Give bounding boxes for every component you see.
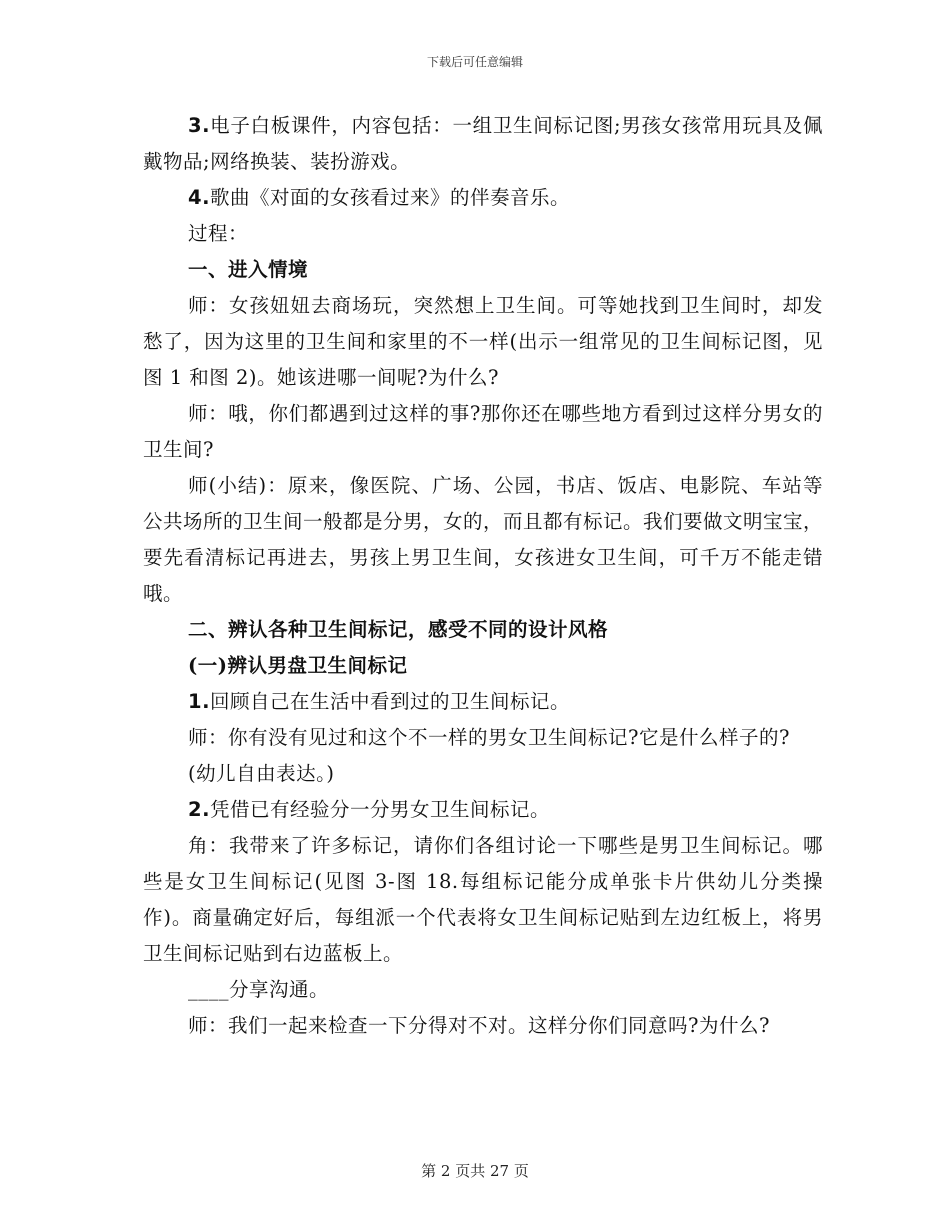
item-number: 3. [188, 114, 210, 137]
subsection-heading: (一)辨认男盘卫生间标记 [188, 654, 408, 677]
item-number: 1. [188, 690, 210, 713]
paragraph: 师(小结)：原来，像医院、广场、公园，书店、饭店、电影院、车站等公共场所的卫生间一般都是分男，女的，而且都有标记。我们要做文明宝宝，要先看清标记再进去，男孩上男卫生间，女孩进女卫生间，可千万不能走错哦。 [143, 474, 824, 605]
list-item [143, 684, 823, 720]
paragraph: 师：我们一起来检查一下分得对不对。这样分你们同意吗?为什么? [188, 1014, 770, 1037]
item-text: 电子白板课件，内容包括：一组卫生间标记图;男孩女孩常用玩具及佩戴物品;网络换装、装扮游戏。 [143, 114, 823, 173]
item-text: 回顾自己在生活中看到过的卫生间标记。 [209, 690, 570, 713]
paragraph: 师：哦，你们都遇到过这样的事?那你还在哪些地方看到过这样分男女的卫生间? [143, 402, 823, 461]
paragraph: 过程： [188, 222, 249, 245]
paragraph: (幼儿自由表达。) [188, 762, 335, 785]
page-footer: 第 2 页共 27 页 [421, 1162, 529, 1180]
item-number: 4. [188, 186, 210, 209]
paragraph: 师：你有没有见过和这个不一样的男女卫生间标记?它是什么样子的? [188, 726, 790, 749]
list-item [143, 180, 823, 216]
page-header: 下载后可任意编辑 [426, 55, 523, 69]
section-heading: 二、辨认各种卫生间标记，感受不同的设计风格 [188, 618, 609, 641]
item-number: 2. [188, 798, 210, 821]
item-text: 歌曲《对面的女孩看过来》的伴奏音乐。 [209, 186, 570, 209]
section-heading: 一、进入情境 [188, 258, 309, 281]
paragraph: ____分享沟通。 [188, 978, 330, 1001]
paragraph: 师：女孩妞妞去商场玩，突然想上卫生间。可等她找到卫生间时，却发愁了，因为这里的卫生间和家里的不一样(出示一组常见的卫生间标记图，见图 1 和图 2)。她该进哪一间呢?为什么? [143, 294, 823, 389]
paragraph: 角：我带来了许多标记，请你们各组讨论一下哪些是男卫生间标记。哪些是女卫生间标记(见图 3-图 18.每组标记能分成单张卡片供幼儿分类操作)。商量确定好后，每组派一个代表将女卫生间标记贴到左边红板上，将男卫生间标记贴到右边蓝板上。 [143, 834, 823, 965]
document-body [143, 108, 823, 1044]
list-item [143, 108, 823, 180]
item-text: 凭借已有经验分一分男女卫生间标记。 [209, 798, 550, 821]
list-item [143, 792, 823, 828]
